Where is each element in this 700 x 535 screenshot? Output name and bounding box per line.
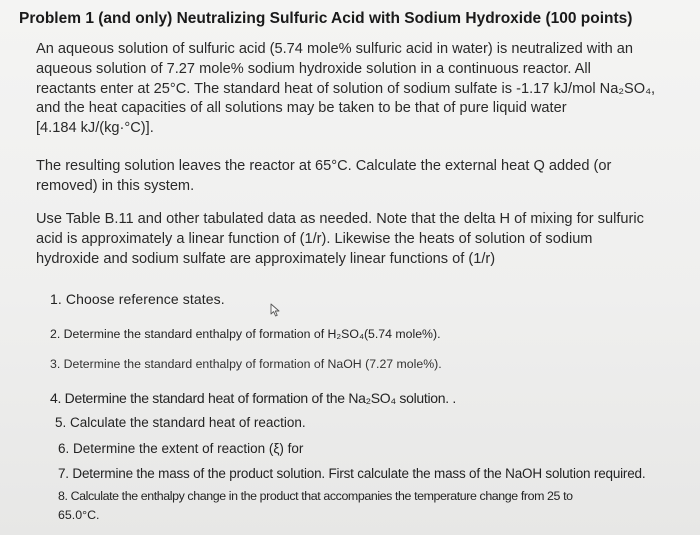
paragraph-line: [4.184 kJ/(kg·°C)]. bbox=[36, 120, 154, 137]
paragraph-line: Use Table B.11 and other tabulated data as needed. Note that the delta H of mixing for sulfuric bbox=[36, 211, 644, 227]
step-7: 7. Determine the mass of the product solution. First calculate the mass of the NaOH solution required. bbox=[58, 466, 646, 481]
step-6: 6. Determine the extent of reaction (ξ) for bbox=[58, 441, 304, 456]
step-8: 8. Calculate the enthalpy change in the product that accompanies the temperature change from 25 to bbox=[58, 489, 573, 503]
step-1: 1. Choose reference states. bbox=[50, 291, 225, 307]
step-4: 4. Determine the standard heat of formation of the Na₂SO₄ solution. . bbox=[50, 390, 457, 406]
paragraph-line: acid is approximately a linear function of (1/r). Likewise the heats of solution of sodium bbox=[36, 230, 593, 247]
step-5: 5. Calculate the standard heat of reaction. bbox=[55, 415, 306, 430]
paragraph-line: reactants enter at 25°C. The standard heat of solution of sodium sulfate is -1.17 kJ/mol Na₂SO₄, bbox=[36, 80, 656, 97]
paragraph-line: The resulting solution leaves the reactor at 65°C. Calculate the external heat Q added (or bbox=[36, 158, 612, 174]
paragraph-line: and the heat capacities of all solutions may be taken to be that of pure liquid water bbox=[36, 100, 567, 117]
problem-paragraph-2 bbox=[36, 157, 676, 197]
step-3: 3. Determine the standard enthalpy of formation of NaOH (7.27 mole%). bbox=[50, 357, 442, 371]
paragraph-line: An aqueous solution of sulfuric acid (5.74 mole% sulfuric acid in water) is neutralized with an bbox=[36, 41, 634, 57]
paragraph-line: removed) in this system. bbox=[36, 177, 195, 194]
paragraph-line: hydroxide and sodium sulfate are approximately linear functions of (1/r) bbox=[36, 250, 496, 267]
problem-paragraph-1 bbox=[36, 40, 676, 139]
paragraph-line: aqueous solution of 7.27 mole% sodium hydroxide solution in a continuous reactor. All bbox=[36, 60, 591, 77]
problem-paragraph-3 bbox=[36, 210, 676, 269]
step-8-continuation: 65.0°C. bbox=[58, 508, 100, 522]
step-2: 2. Determine the standard enthalpy of formation of H₂SO₄(5.74 mole%). bbox=[50, 327, 441, 341]
problem-title: Problem 1 (and only) Neutralizing Sulfuric Acid with Sodium Hydroxide (100 points) bbox=[19, 10, 633, 27]
mouse-cursor-icon bbox=[270, 303, 281, 317]
